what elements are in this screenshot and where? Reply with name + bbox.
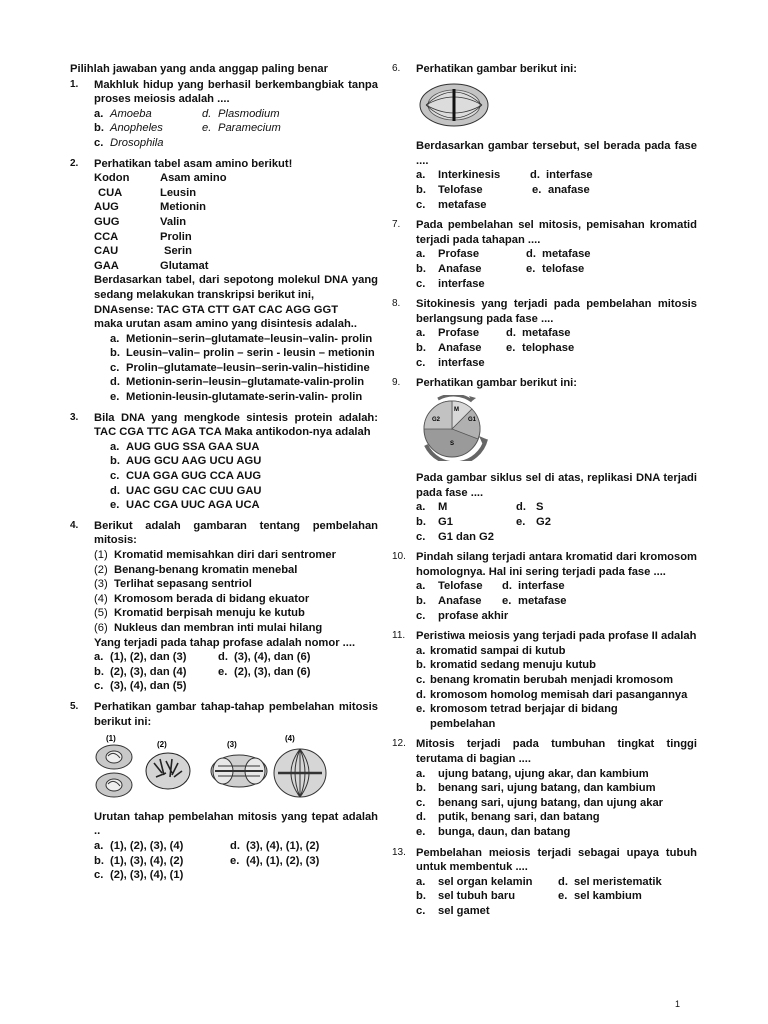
question-13 [392, 846, 697, 919]
question-number: 11. [392, 630, 406, 642]
option-row [110, 484, 378, 499]
option-text: anafase [548, 183, 590, 196]
question-stem: Berdasarkan tabel, dari sepotong molekul DNA yang sedang melakukan transkripsi berikut ini, [94, 274, 378, 301]
table-cell: CCA [94, 230, 119, 243]
question-10 [392, 550, 697, 623]
amino-acid-table [94, 171, 378, 273]
option-row [416, 183, 697, 198]
question-number: 9. [392, 377, 401, 389]
option-letter: b. [110, 455, 120, 468]
question-stem: Makhluk hidup yang berhasil berkembangbiak tanpa proses meiosis adalah .... [94, 78, 378, 106]
instructions: Pilihlah jawaban yang anda anggap paling benar [70, 63, 328, 75]
option-text: sel meristematik [574, 875, 662, 888]
option-text: benang sari, ujung batang, dan kambium [438, 782, 656, 795]
option-letter: c. [416, 277, 426, 290]
question-number: 8. [392, 298, 401, 310]
option-letter: d. [506, 327, 516, 340]
option-row [110, 498, 378, 513]
option-text: ujung batang, ujung akar, dan kambium [438, 767, 649, 780]
item-text: Benang-benang kromatin menebal [114, 563, 298, 576]
option-letter: a. [416, 767, 426, 780]
stage-1-cell [96, 745, 132, 797]
option-letter: d. [530, 169, 540, 182]
item-text: Nukleus dan membran inti mulai hilang [114, 621, 323, 634]
option-row [94, 839, 378, 854]
option-letter: d. [230, 839, 240, 852]
question-number: 1. [70, 78, 79, 90]
question-stem: Perhatikan gambar berikut ini: [416, 63, 578, 75]
option-letter: a. [416, 327, 426, 340]
mitosis-stages-figure [94, 733, 384, 799]
cycle-label-g1: G1 [468, 416, 477, 423]
question-number: 5. [70, 700, 79, 712]
option-letter: c. [110, 470, 120, 483]
option-row [416, 889, 697, 904]
option-letter: c. [110, 361, 120, 374]
option-letter: e. [416, 703, 426, 716]
option-letter: d. [526, 248, 536, 261]
option-text: G2 [536, 516, 551, 529]
list-item [94, 563, 378, 578]
option-letter: d. [502, 580, 512, 593]
option-letter: c. [416, 356, 426, 369]
option-text: metafase [542, 248, 591, 261]
option-text: (3), (4), dan (5) [110, 680, 187, 693]
option-text: benang kromatin berubah menjadi kromosom [430, 674, 674, 686]
option-row [110, 361, 378, 376]
option-letter: e. [526, 262, 536, 275]
question-stem: Berikut adalah gambaran tentang pembelahan mitosis: [94, 519, 378, 547]
option-row [94, 107, 378, 122]
list-item [94, 548, 378, 563]
option-letter: e. [532, 183, 542, 196]
question-stem: Pada gambar siklus sel di atas, replikasi DNA terjadi pada fase .... [416, 472, 697, 499]
item-text: Kromatid memisahkan diri dari sentromer [114, 549, 336, 561]
option-letter: a. [416, 875, 426, 888]
option-row [416, 875, 697, 890]
option-letter: d. [516, 501, 526, 514]
option-letter: b. [94, 122, 104, 135]
cycle-label-m: M [454, 406, 459, 413]
question-stem: Urutan tahap pembelahan mitosis yang tepat adalah .. [94, 810, 378, 838]
question-stem: Bila DNA yang mengkode sintesis protein adalah: TAC CGA TTC AGA TCA Maka antikodon-nya adalah [94, 411, 378, 439]
option-text: (1), (2), (3), (4) [110, 839, 184, 852]
option-text: CUA GGA GUG CCA AUG [126, 470, 262, 483]
item-number: (2) [94, 563, 108, 576]
option-text: (2), (3), (4), (1) [110, 869, 184, 882]
question-stem: Sitokinesis yang terjadi pada pembelahan mitosis berlangsung pada fase .... [416, 298, 697, 325]
question-number: 12. [392, 738, 406, 750]
option-text: kromosom tetrad berjajar di bidang [430, 703, 618, 716]
option-row [416, 658, 697, 673]
question-7 [392, 218, 697, 291]
option-row [416, 688, 697, 703]
option-text: telophase [522, 341, 575, 354]
question-number: 10. [392, 551, 406, 563]
option-letter: d. [218, 651, 228, 664]
option-letter: d. [416, 688, 426, 701]
table-cell: Prolin [160, 230, 192, 243]
option-letter: b. [416, 262, 426, 275]
option-letter: c. [94, 680, 104, 693]
option-row [416, 767, 697, 782]
option-row [416, 341, 697, 356]
option-text: (3), (4), dan (6) [234, 651, 311, 664]
option-text: Profase [438, 327, 480, 340]
option-row [94, 868, 378, 883]
option-row [110, 390, 378, 405]
option-text: (1), (3), (4), (2) [110, 854, 184, 867]
question-1 [70, 78, 378, 151]
question-number: 6. [392, 63, 401, 74]
option-letter: b. [416, 516, 426, 529]
option-letter: b. [416, 782, 426, 795]
option-row [416, 673, 697, 688]
option-letter: a. [416, 169, 426, 182]
question-5 [70, 700, 378, 883]
option-text-continued: pembelahan [430, 717, 496, 730]
table-header: Asam amino [160, 172, 227, 185]
option-letter: e. [110, 499, 120, 512]
option-text: interfase [518, 580, 565, 593]
item-text: Kromosom berada di bidang ekuator [114, 592, 310, 605]
option-letter: e. [502, 595, 512, 608]
question-number: 4. [70, 519, 79, 531]
option-row [416, 904, 697, 919]
stage-2-cell [146, 753, 190, 789]
question-3 [70, 411, 378, 513]
stage-3-cell [211, 755, 267, 787]
option-row [110, 332, 378, 347]
option-letter: b. [416, 183, 426, 196]
item-number: (5) [94, 607, 108, 620]
option-letter: d. [110, 484, 120, 497]
option-text: kromosom homolog memisah dari pasangannya [430, 688, 688, 701]
right-column [392, 62, 697, 925]
option-letter: c. [416, 198, 426, 211]
option-text: telofase [542, 262, 585, 275]
option-letter: e. [506, 341, 516, 354]
question-stem: Yang terjadi pada tahap profase adalah nomor .... [94, 636, 356, 649]
item-number: (1) [94, 549, 108, 561]
item-number: (4) [94, 592, 108, 605]
cell-cycle-figure [416, 395, 500, 461]
option-letter: e. [110, 391, 120, 404]
option-text: AUG GCU AAG UCU AGU [126, 455, 262, 468]
option-row [110, 469, 378, 484]
option-text: UAC CGA UUC AGA UCA [126, 499, 260, 512]
cycle-label-s: S [450, 440, 455, 447]
item-number: (6) [94, 621, 108, 634]
option-letter: c. [416, 674, 426, 686]
figure-label-3: (3) [227, 740, 237, 750]
option-text: Anafase [438, 595, 482, 608]
option-text: S [536, 501, 544, 514]
option-row [416, 500, 697, 515]
option-letter: a. [416, 248, 426, 261]
option-text: interfase [438, 356, 485, 369]
option-letter: a. [416, 644, 426, 657]
table-cell: Serin [164, 245, 192, 258]
table-cell: CAU [94, 245, 119, 258]
option-row [94, 121, 378, 136]
option-row [416, 356, 697, 371]
question-stem: maka urutan asam amino yang disintesis adalah.. [94, 318, 357, 331]
option-text: kromatid sampai di kutub [430, 644, 566, 657]
option-text: Drosophila [110, 136, 164, 149]
question-4 [70, 519, 378, 694]
option-text: Telofase [438, 183, 483, 196]
question-9 [392, 376, 697, 544]
option-text: Anafase [438, 262, 482, 275]
option-letter: c. [94, 869, 104, 882]
option-text: sel organ kelamin [438, 875, 533, 888]
question-stem: Berdasarkan gambar tersebut, sel berada pada fase .... [416, 140, 697, 167]
option-text: benang sari, ujung batang, dan ujung akar [438, 796, 664, 809]
question-stem: Perhatikan tabel asam amino berikut! [94, 157, 293, 170]
option-text: Leusin–valin– prolin – serin - leusin – metionin [126, 347, 375, 360]
option-row [416, 247, 697, 262]
option-row [416, 515, 697, 530]
option-row [416, 810, 697, 825]
question-stem: Peristiwa meiosis yang terjadi pada profase II adalah [416, 630, 697, 643]
option-row [416, 277, 697, 292]
option-row [416, 326, 697, 341]
page-number: 1 [674, 999, 680, 1010]
option-text: UAC GGU CAC CUU GAU [126, 484, 262, 497]
option-row [416, 609, 697, 624]
option-letter: d. [202, 107, 212, 120]
option-row [416, 781, 697, 796]
option-text: (3), (4), (1), (2) [246, 839, 320, 852]
list-item [94, 621, 378, 636]
table-cell: Valin [160, 215, 187, 228]
option-text: AUG GUG SSA GAA SUA [126, 440, 260, 453]
table-cell: AUG [94, 201, 119, 214]
option-letter: b. [94, 665, 104, 678]
option-letter: e. [202, 122, 212, 135]
option-text: (2), (3), dan (6) [234, 665, 311, 678]
option-letter: c. [416, 609, 426, 622]
option-row [416, 530, 697, 545]
option-text: G1 dan G2 [438, 530, 494, 543]
left-column [70, 62, 378, 889]
option-text: Paramecium [218, 122, 281, 135]
option-text: metafase [522, 327, 571, 340]
option-letter: b. [416, 595, 426, 608]
option-text: Metionin–serin–glutamate–leusin–valin- prolin [126, 332, 373, 345]
list-item [94, 606, 378, 621]
option-letter: c. [416, 904, 426, 917]
question-number: 2. [70, 157, 79, 169]
question-number: 13. [392, 846, 406, 858]
option-text: sel kambium [574, 890, 642, 903]
question-8 [392, 297, 697, 370]
option-text: Interkinesis [438, 169, 501, 182]
option-row [416, 644, 697, 659]
list-item [94, 592, 378, 607]
option-row [94, 650, 378, 665]
option-letter: a. [110, 440, 120, 453]
option-row [416, 702, 697, 717]
table-cell: CUA [98, 186, 123, 199]
option-row [110, 440, 378, 455]
option-letter: e. [516, 516, 526, 529]
question-11 [392, 629, 697, 731]
option-text: metafase [518, 595, 567, 608]
option-text: Metionin-leusin-glutamate-serin-valin- prolin [126, 391, 363, 404]
question-stem: Perhatikan gambar berikut ini: [416, 377, 578, 390]
option-row [416, 262, 697, 277]
question-6 [392, 62, 697, 212]
option-row [416, 825, 697, 840]
option-row [416, 168, 697, 183]
item-text: Kromatid berpisah menuju ke kutub [114, 607, 305, 620]
option-row [416, 594, 697, 609]
option-text: kromatid sedang menuju kutub [430, 659, 596, 672]
option-row [416, 579, 697, 594]
table-cell: GUG [94, 215, 120, 228]
option-text: sel tubuh baru [438, 890, 516, 903]
option-letter: a. [416, 580, 426, 593]
table-cell: Metionin [160, 201, 206, 214]
cell-phase-figure [416, 81, 492, 129]
option-letter: b. [416, 341, 426, 354]
option-letter: a. [110, 332, 120, 345]
option-letter: c. [416, 796, 426, 809]
option-text: putik, benang sari, dan batang [438, 811, 600, 824]
option-text: Telofase [438, 580, 483, 593]
option-text: profase akhir [438, 609, 509, 622]
question-12 [392, 737, 697, 839]
option-text: M [438, 501, 448, 514]
option-text: Plasmodium [218, 107, 280, 120]
option-letter: a. [94, 107, 104, 120]
option-text: Anafase [438, 341, 482, 354]
option-text: (1), (2), dan (3) [110, 651, 187, 664]
figure-label-2: (2) [157, 740, 167, 750]
question-stem: Pembelahan meiosis terjadi sebagai upaya tubuh untuk membentuk .... [416, 846, 697, 874]
option-text: (2), (3), dan (4) [110, 665, 187, 678]
option-letter: a. [94, 839, 104, 852]
option-letter: e. [416, 825, 426, 838]
option-row [94, 665, 378, 680]
option-text: interfase [546, 169, 593, 182]
option-row [416, 198, 697, 213]
option-text: Metionin-serin–leusin–glutamate-valin-prolin [126, 376, 365, 389]
question-stem: Pindah silang terjadi antara kromatid dari kromosom homolognya. Hal ini sering terjadi pada fase .... [416, 551, 697, 578]
item-text: Terlihat sepasang sentriol [114, 578, 252, 591]
cycle-label-g2: G2 [432, 416, 441, 423]
option-row [110, 454, 378, 469]
option-letter: b. [110, 347, 120, 360]
stage-4-cell [274, 749, 326, 797]
option-row [94, 679, 378, 694]
question-number: 3. [70, 411, 79, 423]
option-text: Anopheles [110, 122, 163, 135]
option-letter: b. [416, 890, 426, 903]
item-number: (3) [94, 578, 108, 591]
option-letter: d. [110, 376, 120, 389]
option-row [110, 346, 378, 361]
option-text: bunga, daun, dan batang [438, 825, 571, 838]
option-letter: a. [416, 501, 426, 514]
figure-label-4: (4) [285, 734, 295, 744]
figure-label-1: (1) [106, 734, 116, 744]
option-letter: e. [558, 890, 568, 903]
question-stem: Perhatikan gambar tahap-tahap pembelahan mitosis berikut ini: [94, 700, 378, 728]
option-letter: a. [94, 651, 104, 664]
option-letter: e. [230, 854, 240, 867]
option-row [416, 796, 697, 811]
option-row [110, 375, 378, 390]
option-text: (4), (1), (2), (3) [246, 854, 320, 867]
option-text: interfase [438, 277, 485, 290]
question-stem: Pada pembelahan sel mitosis, pemisahan kromatid terjadi pada tahapan .... [416, 219, 697, 246]
option-letter: b. [94, 854, 104, 867]
table-cell: Leusin [160, 186, 197, 199]
question-2 [70, 157, 378, 405]
option-letter: e. [218, 665, 228, 678]
option-text: metafase [438, 198, 487, 211]
table-header: Kodon [94, 172, 130, 185]
option-letter: c. [94, 136, 104, 149]
list-item [94, 577, 378, 592]
table-cell: GAA [94, 259, 119, 272]
option-text: Amoeba [110, 107, 152, 120]
option-text: Profase [438, 248, 480, 261]
option-row [94, 854, 378, 869]
table-cell: Glutamat [160, 259, 209, 272]
option-letter: d. [558, 875, 568, 888]
option-row [94, 136, 378, 151]
option-text: G1 [438, 516, 453, 529]
option-letter: b. [416, 659, 426, 672]
dna-sense: DNAsense: TAC GTA CTT GAT CAC AGG GGT [94, 303, 339, 316]
question-number: 7. [392, 219, 401, 231]
option-letter: d. [416, 811, 426, 824]
option-text: sel gamet [438, 904, 490, 917]
option-text: Prolin–glutamate–leusin–serin-valin–histidine [126, 361, 370, 374]
question-stem: Mitosis terjadi pada tumbuhan tingkat tinggi terutama di bagian .... [416, 738, 697, 765]
option-letter: c. [416, 530, 426, 543]
